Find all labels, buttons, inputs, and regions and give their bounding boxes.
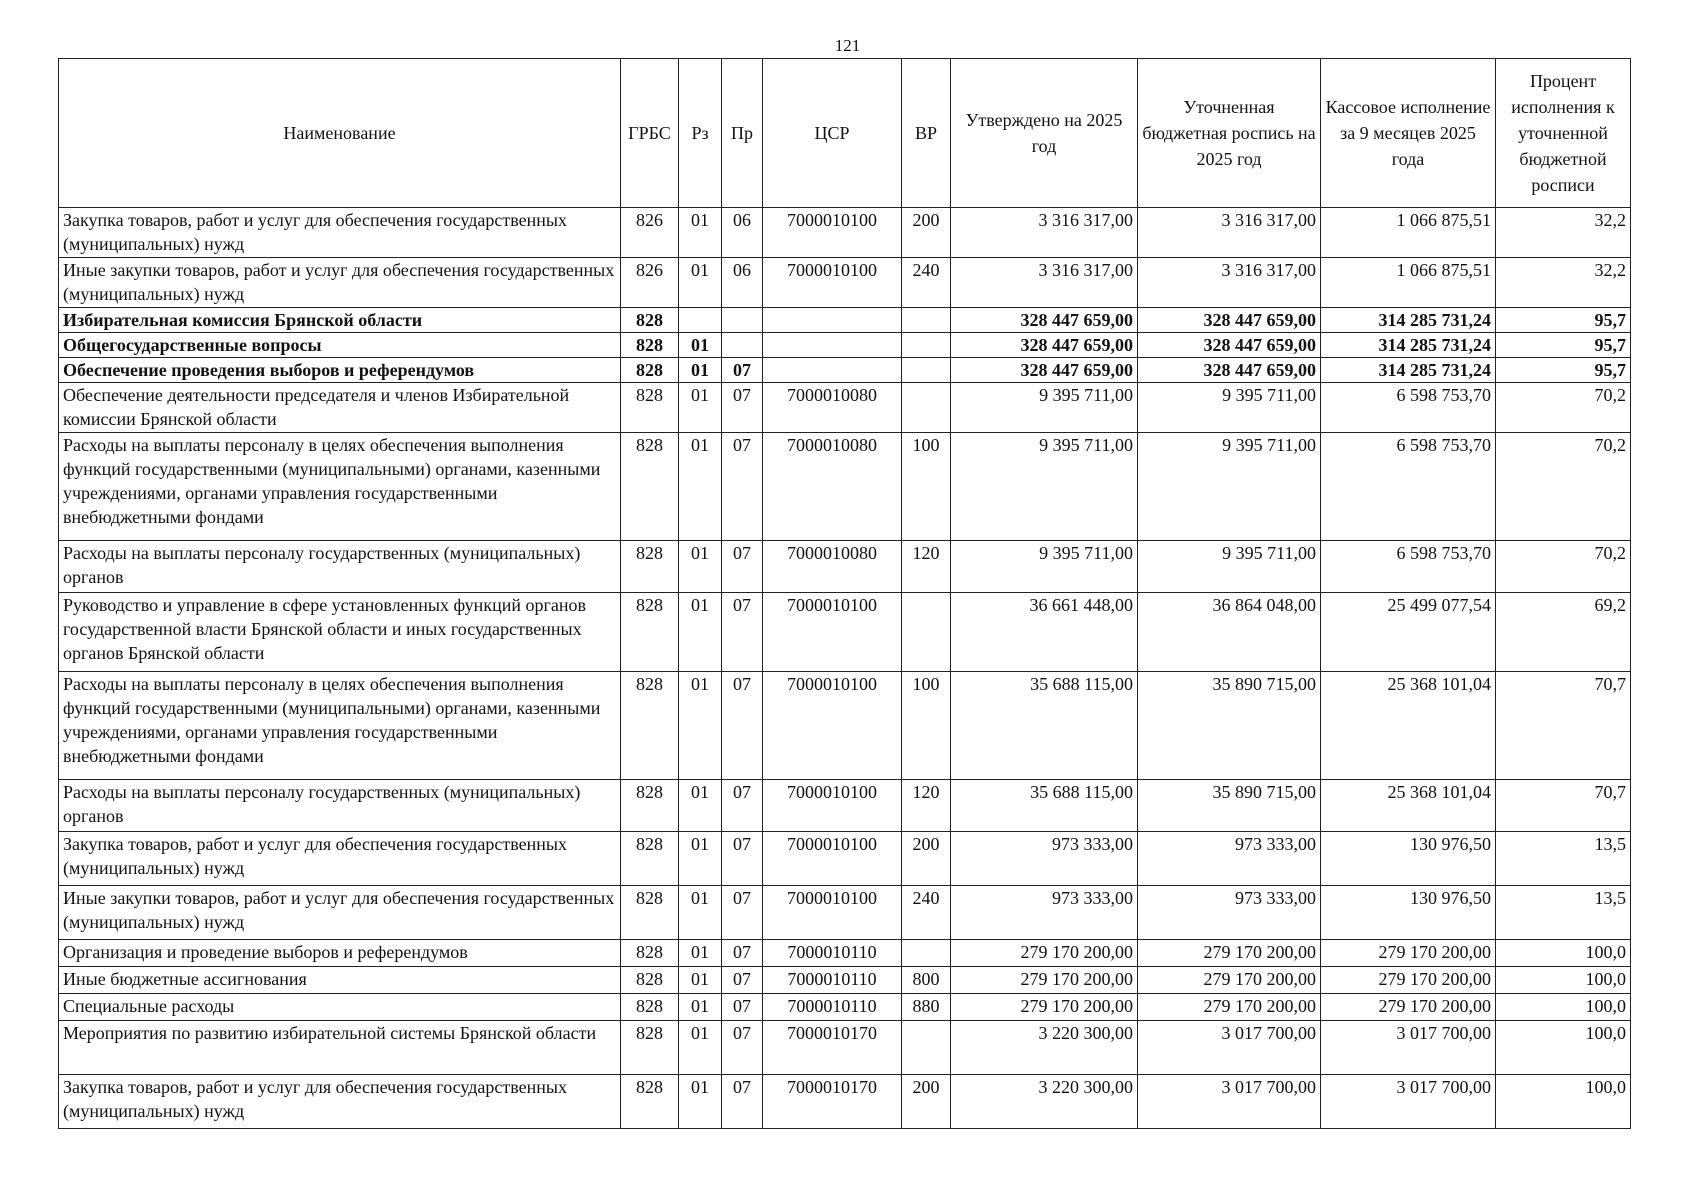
cell-name: Мероприятия по развитию избирательной системы Брянской области [59, 1021, 621, 1075]
cell-name: Закупка товаров, работ и услуг для обеспечения государственных (муниципальных) нужд [59, 832, 621, 886]
cell-grbs: 828 [621, 593, 679, 672]
header-pr: Пр [722, 59, 763, 208]
cell-csr: 7000010080 [763, 541, 902, 593]
cell-approved: 36 661 448,00 [951, 593, 1138, 672]
table-row [59, 672, 1631, 780]
cell-approved: 9 395 711,00 [951, 383, 1138, 433]
cell-cash: 6 598 753,70 [1321, 383, 1496, 433]
cell-pr: 07 [722, 832, 763, 886]
cell-refined: 9 395 711,00 [1138, 541, 1321, 593]
cell-csr: 7000010100 [763, 832, 902, 886]
cell-grbs: 828 [621, 333, 679, 358]
cell-approved: 3 316 317,00 [951, 208, 1138, 258]
cell-rz: 01 [679, 593, 722, 672]
table-row [59, 433, 1631, 541]
cell-csr: 7000010080 [763, 433, 902, 541]
cell-csr: 7000010100 [763, 593, 902, 672]
cell-rz [679, 308, 722, 333]
cell-grbs: 828 [621, 308, 679, 333]
cell-name: Закупка товаров, работ и услуг для обеспечения государственных (муниципальных) нужд [59, 1075, 621, 1129]
cell-approved: 328 447 659,00 [951, 308, 1138, 333]
cell-grbs: 828 [621, 672, 679, 780]
cell-cash: 1 066 875,51 [1321, 208, 1496, 258]
cell-grbs: 828 [621, 541, 679, 593]
cell-cash: 25 499 077,54 [1321, 593, 1496, 672]
cell-rz: 01 [679, 358, 722, 383]
cell-pr: 07 [722, 593, 763, 672]
cell-grbs: 828 [621, 1075, 679, 1129]
cell-grbs: 828 [621, 994, 679, 1021]
budget-table [58, 58, 1631, 1129]
cell-name: Обеспечение деятельности председателя и членов Избирательной комиссии Брянской области [59, 383, 621, 433]
cell-name: Общегосударственные вопросы [59, 333, 621, 358]
cell-csr: 7000010080 [763, 383, 902, 433]
cell-approved: 3 220 300,00 [951, 1075, 1138, 1129]
cell-vr: 240 [902, 886, 951, 940]
cell-vr: 200 [902, 208, 951, 258]
table-row [59, 780, 1631, 832]
cell-name: Расходы на выплаты персоналу государственных (муниципальных) органов [59, 541, 621, 593]
cell-cash: 25 368 101,04 [1321, 672, 1496, 780]
table-row [59, 1021, 1631, 1075]
cell-cash: 314 285 731,24 [1321, 308, 1496, 333]
cell-grbs: 828 [621, 886, 679, 940]
cell-refined: 9 395 711,00 [1138, 383, 1321, 433]
cell-csr [763, 308, 902, 333]
cell-percent: 100,0 [1496, 1021, 1631, 1075]
cell-grbs: 826 [621, 208, 679, 258]
cell-vr: 120 [902, 780, 951, 832]
cell-refined: 279 170 200,00 [1138, 967, 1321, 994]
cell-vr: 880 [902, 994, 951, 1021]
cell-vr: 100 [902, 433, 951, 541]
cell-approved: 279 170 200,00 [951, 940, 1138, 967]
cell-pr: 07 [722, 672, 763, 780]
cell-approved: 328 447 659,00 [951, 358, 1138, 383]
cell-percent: 100,0 [1496, 994, 1631, 1021]
table-body [59, 208, 1631, 1129]
cell-refined: 328 447 659,00 [1138, 333, 1321, 358]
cell-approved: 9 395 711,00 [951, 541, 1138, 593]
cell-csr [763, 333, 902, 358]
cell-pr: 07 [722, 967, 763, 994]
cell-refined: 35 890 715,00 [1138, 672, 1321, 780]
cell-pr: 07 [722, 780, 763, 832]
cell-rz: 01 [679, 541, 722, 593]
cell-grbs: 828 [621, 780, 679, 832]
cell-csr: 7000010110 [763, 967, 902, 994]
table-row [59, 967, 1631, 994]
cell-percent: 70,7 [1496, 780, 1631, 832]
table-row [59, 832, 1631, 886]
cell-cash: 130 976,50 [1321, 832, 1496, 886]
cell-refined: 3 316 317,00 [1138, 258, 1321, 308]
cell-cash: 25 368 101,04 [1321, 780, 1496, 832]
cell-rz: 01 [679, 672, 722, 780]
cell-approved: 973 333,00 [951, 886, 1138, 940]
cell-vr: 200 [902, 1075, 951, 1129]
cell-grbs: 828 [621, 967, 679, 994]
table-row [59, 1075, 1631, 1129]
cell-percent: 100,0 [1496, 967, 1631, 994]
cell-pr [722, 333, 763, 358]
table-row [59, 358, 1631, 383]
cell-rz: 01 [679, 780, 722, 832]
cell-cash: 3 017 700,00 [1321, 1075, 1496, 1129]
cell-csr: 7000010100 [763, 780, 902, 832]
header-csr: ЦСР [763, 59, 902, 208]
cell-refined: 973 333,00 [1138, 886, 1321, 940]
cell-refined: 3 316 317,00 [1138, 208, 1321, 258]
cell-pr: 06 [722, 258, 763, 308]
cell-csr: 7000010100 [763, 208, 902, 258]
cell-cash: 314 285 731,24 [1321, 333, 1496, 358]
cell-rz: 01 [679, 832, 722, 886]
header-vr: ВР [902, 59, 951, 208]
cell-vr: 800 [902, 967, 951, 994]
cell-vr: 240 [902, 258, 951, 308]
cell-pr: 06 [722, 208, 763, 258]
header-name: Наименование [59, 59, 621, 208]
cell-vr [902, 1021, 951, 1075]
header-row [59, 59, 1631, 208]
cell-refined: 279 170 200,00 [1138, 940, 1321, 967]
table-row [59, 383, 1631, 433]
cell-vr [902, 383, 951, 433]
cell-cash: 279 170 200,00 [1321, 940, 1496, 967]
cell-cash: 6 598 753,70 [1321, 433, 1496, 541]
cell-cash: 1 066 875,51 [1321, 258, 1496, 308]
cell-grbs: 828 [621, 940, 679, 967]
table-row [59, 308, 1631, 333]
cell-rz: 01 [679, 967, 722, 994]
header-rz: Рз [679, 59, 722, 208]
cell-name: Иные закупки товаров, работ и услуг для обеспечения государственных (муниципальных) нужд [59, 258, 621, 308]
cell-cash: 3 017 700,00 [1321, 1021, 1496, 1075]
cell-csr: 7000010110 [763, 940, 902, 967]
cell-cash: 130 976,50 [1321, 886, 1496, 940]
cell-percent: 95,7 [1496, 358, 1631, 383]
cell-refined: 328 447 659,00 [1138, 358, 1321, 383]
cell-refined: 279 170 200,00 [1138, 994, 1321, 1021]
cell-name: Расходы на выплаты персоналу в целях обеспечения выполнения функций государственными (муниципальными) органами, казенными учреждениями, органами управления государственными внебюджетными фондами [59, 672, 621, 780]
cell-approved: 3 220 300,00 [951, 1021, 1138, 1075]
cell-cash: 314 285 731,24 [1321, 358, 1496, 383]
cell-percent: 70,2 [1496, 541, 1631, 593]
cell-rz: 01 [679, 940, 722, 967]
cell-refined: 3 017 700,00 [1138, 1075, 1321, 1129]
cell-csr: 7000010100 [763, 258, 902, 308]
cell-pr: 07 [722, 994, 763, 1021]
cell-rz: 01 [679, 886, 722, 940]
cell-pr: 07 [722, 940, 763, 967]
table-row [59, 593, 1631, 672]
cell-pr: 07 [722, 541, 763, 593]
cell-grbs: 828 [621, 832, 679, 886]
cell-approved: 328 447 659,00 [951, 333, 1138, 358]
cell-name: Расходы на выплаты персоналу государственных (муниципальных) органов [59, 780, 621, 832]
cell-percent: 70,2 [1496, 433, 1631, 541]
cell-percent: 95,7 [1496, 333, 1631, 358]
cell-percent: 69,2 [1496, 593, 1631, 672]
cell-rz: 01 [679, 258, 722, 308]
cell-cash: 279 170 200,00 [1321, 967, 1496, 994]
cell-csr [763, 358, 902, 383]
cell-pr: 07 [722, 433, 763, 541]
cell-percent: 95,7 [1496, 308, 1631, 333]
header-approved: Утверждено на 2025 год [951, 59, 1138, 208]
table-row [59, 258, 1631, 308]
cell-pr: 07 [722, 358, 763, 383]
cell-pr [722, 308, 763, 333]
cell-rz: 01 [679, 208, 722, 258]
cell-grbs: 826 [621, 258, 679, 308]
table-row [59, 208, 1631, 258]
cell-percent: 13,5 [1496, 832, 1631, 886]
cell-name: Иные бюджетные ассигнования [59, 967, 621, 994]
cell-percent: 70,2 [1496, 383, 1631, 433]
cell-percent: 100,0 [1496, 1075, 1631, 1129]
cell-rz: 01 [679, 383, 722, 433]
table-row [59, 541, 1631, 593]
cell-refined: 3 017 700,00 [1138, 1021, 1321, 1075]
page-number: 121 [834, 36, 861, 55]
cell-rz: 01 [679, 333, 722, 358]
table-row [59, 994, 1631, 1021]
cell-approved: 35 688 115,00 [951, 672, 1138, 780]
table-row [59, 940, 1631, 967]
cell-grbs: 828 [621, 383, 679, 433]
table-row [59, 333, 1631, 358]
cell-approved: 9 395 711,00 [951, 433, 1138, 541]
cell-rz: 01 [679, 1075, 722, 1129]
cell-vr [902, 940, 951, 967]
cell-pr: 07 [722, 383, 763, 433]
cell-name: Организация и проведение выборов и референдумов [59, 940, 621, 967]
header-percent: Процент исполнения к уточненной бюджетной росписи [1496, 59, 1631, 208]
cell-vr [902, 358, 951, 383]
cell-csr: 7000010110 [763, 994, 902, 1021]
cell-refined: 328 447 659,00 [1138, 308, 1321, 333]
header-refined: Уточненная бюджетная роспись на 2025 год [1138, 59, 1321, 208]
table-row [59, 886, 1631, 940]
header-grbs: ГРБС [621, 59, 679, 208]
cell-approved: 279 170 200,00 [951, 994, 1138, 1021]
cell-percent: 32,2 [1496, 258, 1631, 308]
cell-vr [902, 593, 951, 672]
cell-name: Руководство и управление в сфере установленных функций органов государственной власти Брянской области и иных государственных органов Брянской области [59, 593, 621, 672]
cell-name: Специальные расходы [59, 994, 621, 1021]
cell-rz: 01 [679, 433, 722, 541]
cell-approved: 279 170 200,00 [951, 967, 1138, 994]
cell-percent: 100,0 [1496, 940, 1631, 967]
cell-name: Избирательная комиссия Брянской области [59, 308, 621, 333]
cell-percent: 13,5 [1496, 886, 1631, 940]
cell-name: Обеспечение проведения выборов и референдумов [59, 358, 621, 383]
cell-rz: 01 [679, 1021, 722, 1075]
cell-refined: 9 395 711,00 [1138, 433, 1321, 541]
cell-cash: 6 598 753,70 [1321, 541, 1496, 593]
cell-vr [902, 308, 951, 333]
cell-refined: 973 333,00 [1138, 832, 1321, 886]
cell-grbs: 828 [621, 1021, 679, 1075]
header-cash: Кассовое исполнение за 9 месяцев 2025 года [1321, 59, 1496, 208]
cell-name: Иные закупки товаров, работ и услуг для обеспечения государственных (муниципальных) нужд [59, 886, 621, 940]
cell-refined: 36 864 048,00 [1138, 593, 1321, 672]
cell-percent: 32,2 [1496, 208, 1631, 258]
cell-name: Закупка товаров, работ и услуг для обеспечения государственных (муниципальных) нужд [59, 208, 621, 258]
cell-pr: 07 [722, 886, 763, 940]
cell-approved: 3 316 317,00 [951, 258, 1138, 308]
cell-csr: 7000010170 [763, 1075, 902, 1129]
cell-approved: 35 688 115,00 [951, 780, 1138, 832]
cell-vr [902, 333, 951, 358]
cell-percent: 70,7 [1496, 672, 1631, 780]
cell-approved: 973 333,00 [951, 832, 1138, 886]
cell-vr: 200 [902, 832, 951, 886]
cell-vr: 120 [902, 541, 951, 593]
cell-csr: 7000010170 [763, 1021, 902, 1075]
cell-cash: 279 170 200,00 [1321, 994, 1496, 1021]
cell-name: Расходы на выплаты персоналу в целях обеспечения выполнения функций государственными (муниципальными) органами, казенными учреждениями, органами управления государственными внебюджетными фондами [59, 433, 621, 541]
cell-grbs: 828 [621, 358, 679, 383]
cell-refined: 35 890 715,00 [1138, 780, 1321, 832]
cell-pr: 07 [722, 1075, 763, 1129]
cell-vr: 100 [902, 672, 951, 780]
cell-csr: 7000010100 [763, 886, 902, 940]
cell-csr: 7000010100 [763, 672, 902, 780]
cell-rz: 01 [679, 994, 722, 1021]
cell-pr: 07 [722, 1021, 763, 1075]
cell-grbs: 828 [621, 433, 679, 541]
